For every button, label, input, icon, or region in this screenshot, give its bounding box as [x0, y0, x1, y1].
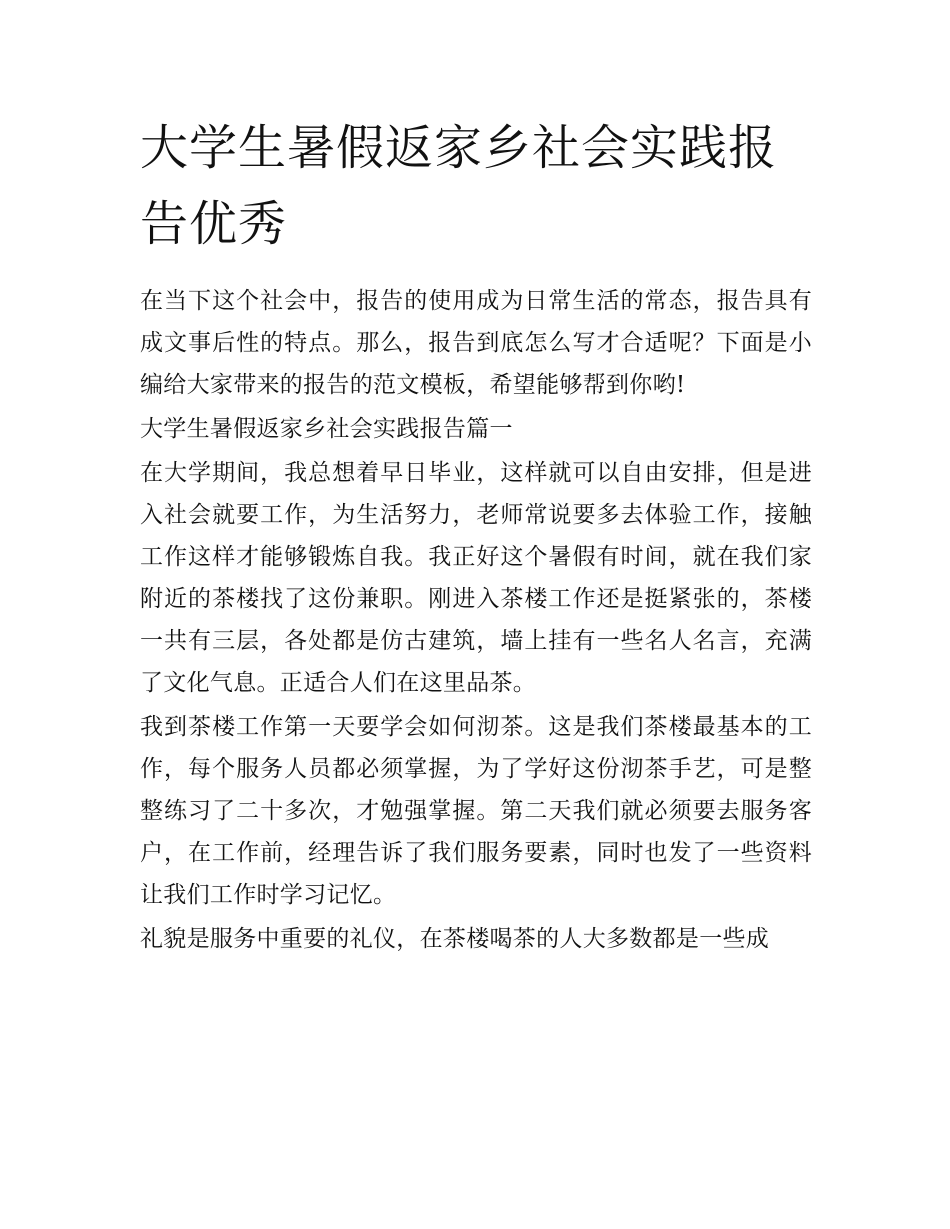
intro-paragraph: 在当下这个社会中，报告的使用成为日常生活的常态，报告具有成文事后性的特点。那么，报告到底怎么写才合适呢？下面是小编给大家带来的报告的范文模板，希望能够帮到你哟! — [140, 288, 812, 398]
document-title: 大学生暑假返家乡社会实践报告优秀 — [140, 120, 778, 252]
body-paragraph: 在大学期间，我总想着早日毕业，这样就可以自由安排，但是进入社会就要工作，为生活努力，老师常说要多去体验工作，接触工作这样才能够锻炼自我。我正好这个暑假有时间，就在我们家附近的茶楼找了这份兼职。刚进入茶楼工作还是挺紧张的，茶楼一共有三层，各处都是仿古建筑，墙上挂有一些名人名言，充满了文化气息。正适合人们在这里品茶。 — [140, 460, 812, 696]
section-heading: 大学生暑假返家乡社会实践报告篇一 — [140, 416, 513, 442]
body-paragraph: 我到茶楼工作第一天要学会如何沏茶。这是我们茶楼最基本的工作，每个服务人员都必须掌握，为了学好这份沏茶手艺，可是整整练习了二十多次，才勉强掌握。第二天我们就必须要去服务客户，在工作前，经理告诉了我们服务要素，同时也发了一些资料让我们工作时学习记忆。 — [140, 714, 812, 908]
document-page — [140, 110, 812, 960]
body-paragraph: 礼貌是服务中重要的礼仪，在茶楼喝茶的人大多数都是一些成 — [140, 926, 770, 952]
